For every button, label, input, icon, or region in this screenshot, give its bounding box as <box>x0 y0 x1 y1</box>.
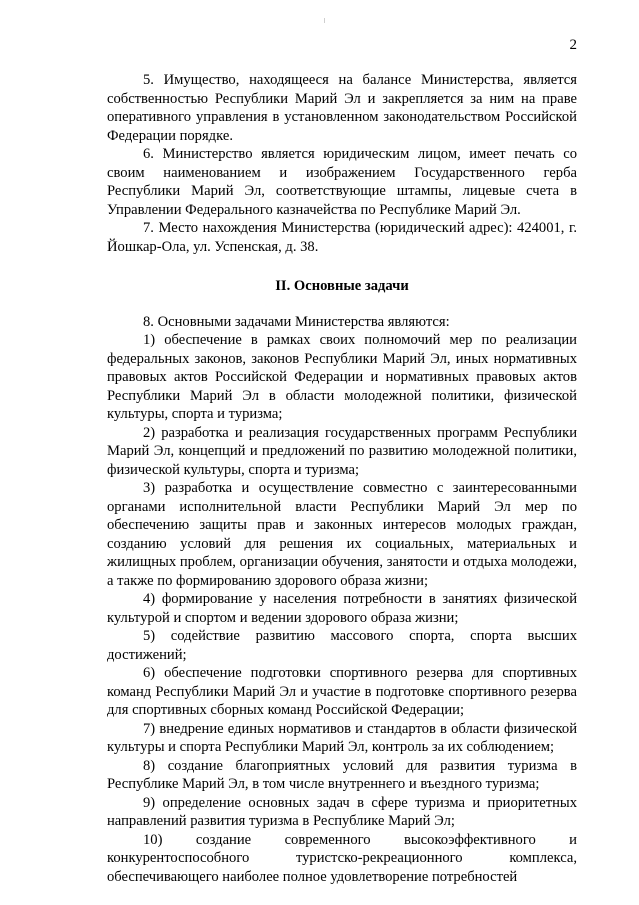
task-item-5: 5) содействие развитию массового спорта, спорта высших достижений; <box>107 628 577 663</box>
paragraph-8: 8. Основными задачами Министерства являются: <box>143 313 450 330</box>
paragraph-6: 6. Министерство является юридическим лицом, имеет печать со своим наименованием и изображением Государственного герба Республики Марий Эл, соответствующие штампы, лицевые счета в Управлении Федерального казначейства по Республике Марий Эл. <box>107 146 577 218</box>
task-item-2: 2) разработка и реализация государственных программ Республики Марий Эл, концепций и предложений по развитию молодежной политики, физической культуры, спорта и туризма; <box>107 424 577 478</box>
task-item-10: 10) создание современного высокоэффективного и конкурентоспособного туристско-рекреационного комплекса, обеспечивающего наиболее полное удовлетворение потребностей <box>107 831 577 885</box>
document-body <box>107 71 577 886</box>
paragraph-7: 7. Место нахождения Министерства (юридический адрес): 424001, г. Йошкар-Ола, ул. Успенская, д. 38. <box>107 220 577 255</box>
task-item-6: 6) обеспечение подготовки спортивного резерва для спортивных команд Республики Марий Эл и участие в подготовке спортивного резерва для спортивных сборных команд Российской Федерации; <box>107 665 577 718</box>
scan-mark <box>324 18 325 23</box>
task-item-8: 8) создание благоприятных условий для развития туризма в Республике Марий Эл, в том числе внутреннего и въездного туризма; <box>107 757 577 792</box>
paragraph-5: 5. Имущество, находящееся на балансе Министерства, является собственностью Республики Марий Эл и закрепляется за ним на праве оперативного управления в установленном законодательством Российской Федерации порядке. <box>107 72 577 144</box>
task-item-1: 1) обеспечение в рамках своих полномочий мер по реализации федеральных законов, законов Республики Марий Эл, иных нормативных правовых актов Российской Федерации и нормативных правовых актов Республики Марий Эл в области молодежной политики, физической культуры, спорта и туризма; <box>107 332 577 422</box>
section-heading: II. Основные задачи <box>275 278 409 294</box>
task-item-4: 4) формирование у населения потребности в занятиях физической культурой и спортом и ведении здорового образа жизни; <box>107 591 577 626</box>
page-number: 2 <box>569 37 577 53</box>
task-item-9: 9) определение основных задач в сфере туризма и приоритетных направлений развития туризма в Республике Марий Эл; <box>107 794 577 829</box>
task-item-3: 3) разработка и осуществление совместно с заинтересованными органами исполнительной власти Республики Марий Эл мер по обеспечению защиты прав и законных интересов молодых граждан, созданию условий для решения их социальных, материальных и жилищных проблем, организации обучения, занятости и отдыха молодежи, а также по формированию здорового образа жизни; <box>107 480 577 589</box>
task-item-7: 7) внедрение единых нормативов и стандартов в области физической культуры и спорта Республики Марий Эл, контроль за их соблюдением; <box>107 720 577 755</box>
